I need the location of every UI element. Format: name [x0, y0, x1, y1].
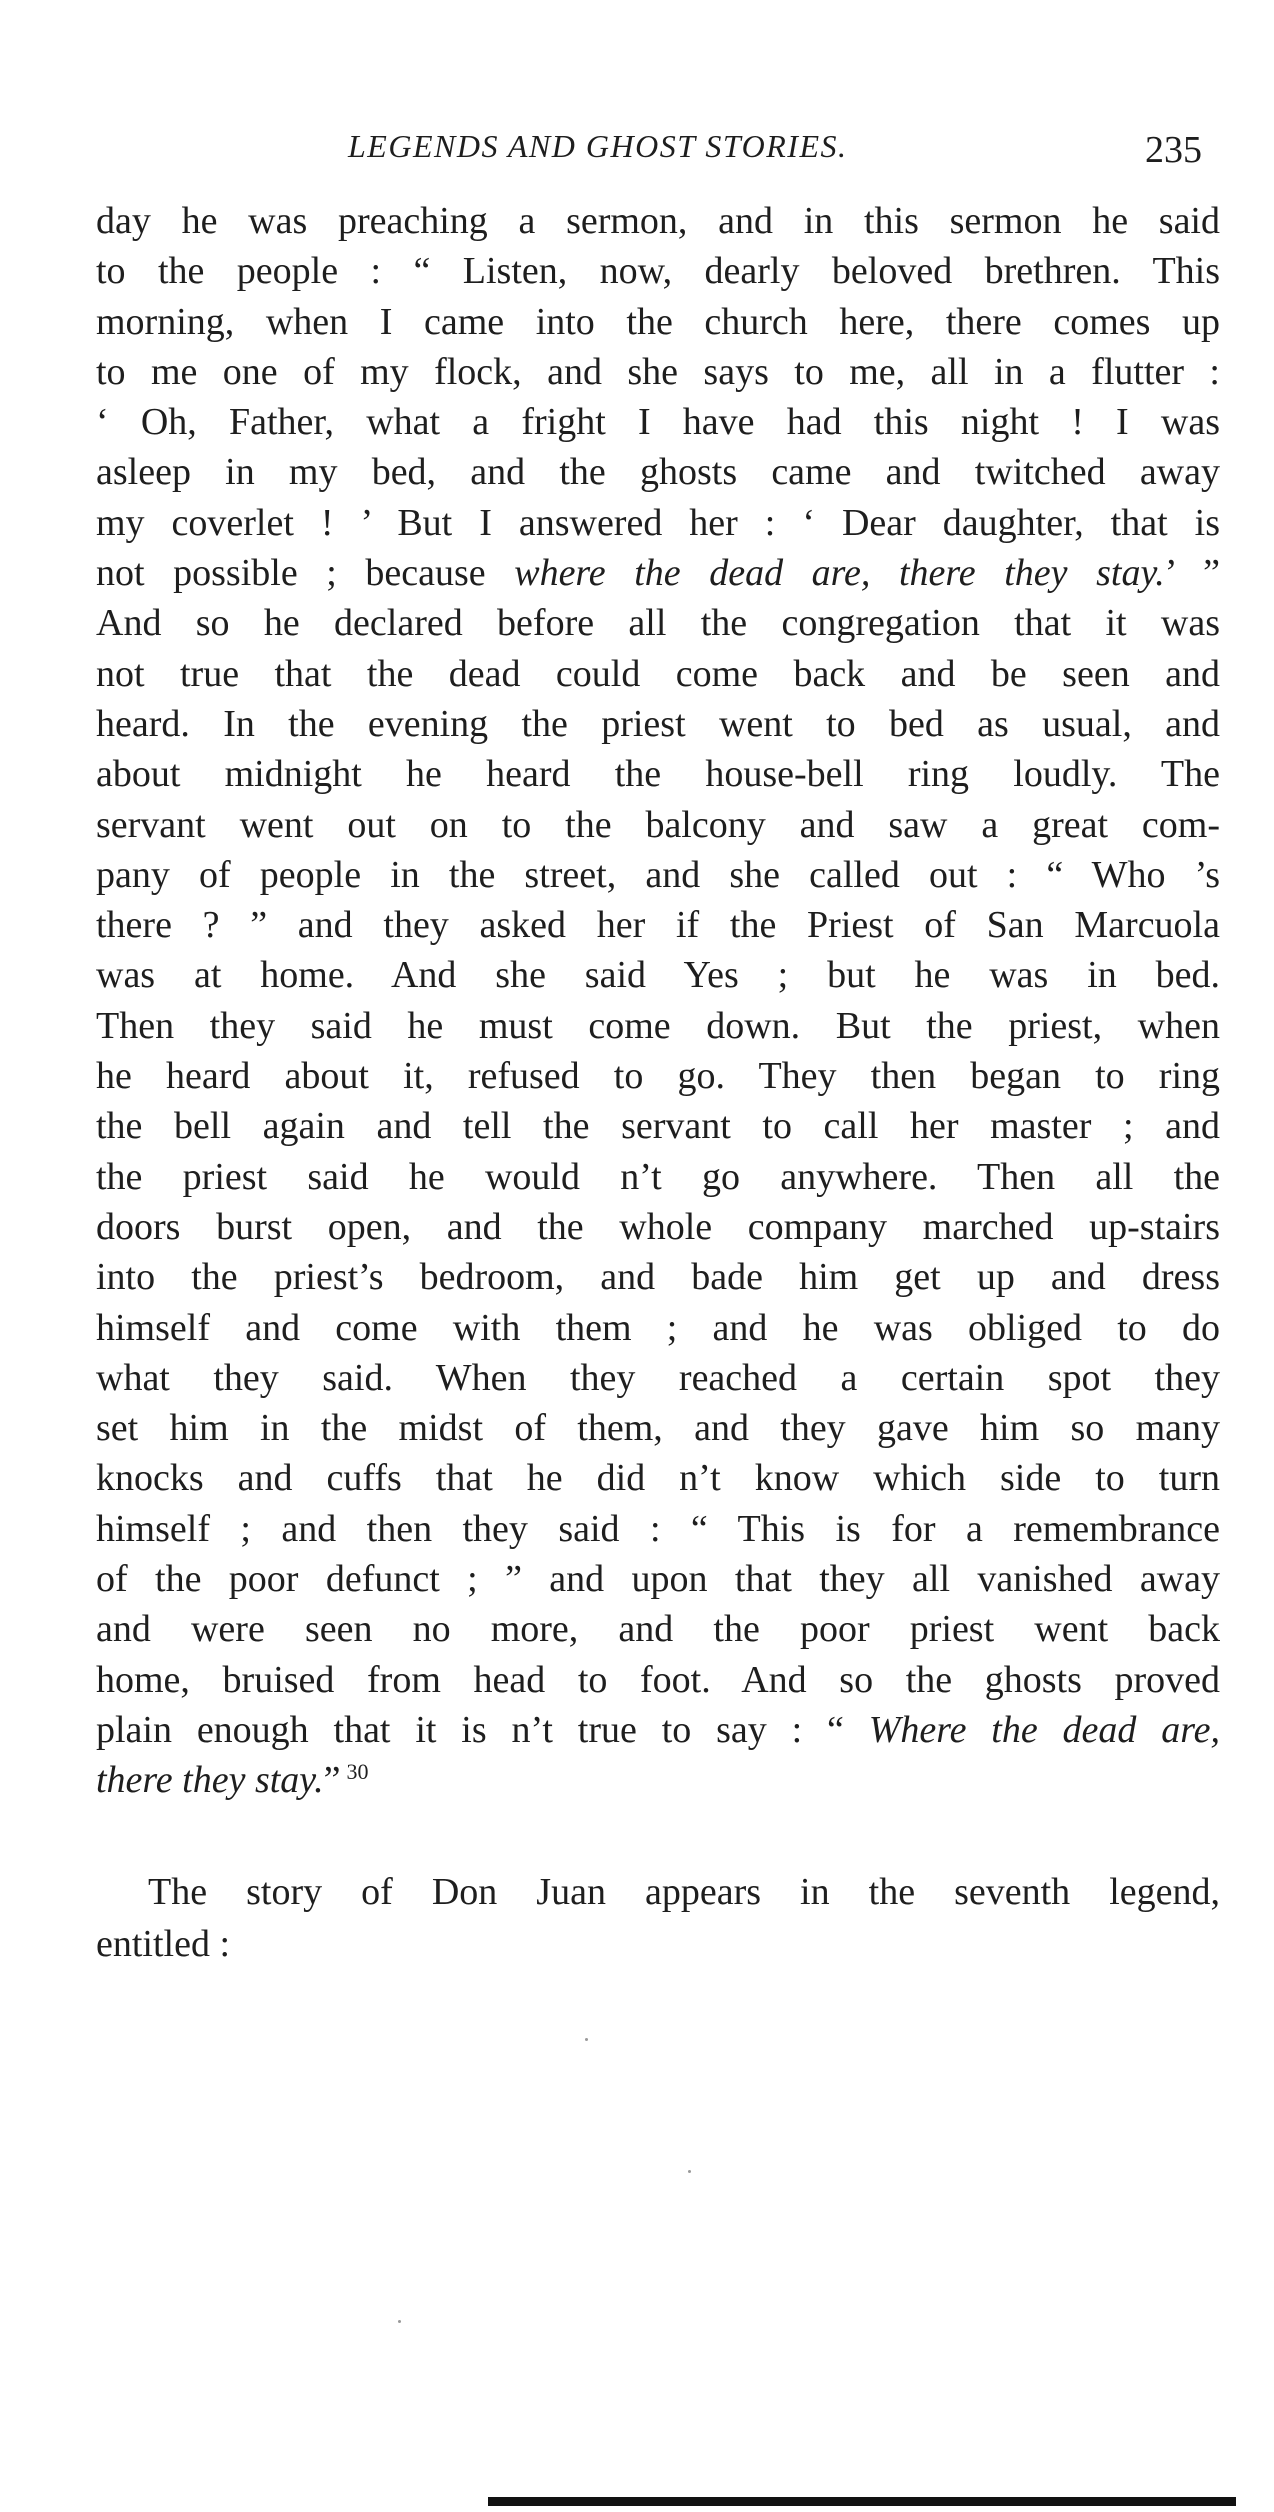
main-paragraph: [96, 196, 1220, 1806]
paper-speck: [585, 2038, 588, 2041]
bottom-rule: [488, 2497, 1236, 2506]
text-line: set him in the midst of them, and they gave him so many: [96, 1407, 1220, 1450]
text-line: there ? ” and they asked her if the Priest of San Marcuola: [96, 904, 1220, 947]
italic-quote: where the dead are, there they stay.: [514, 552, 1165, 595]
italic-quote: Where the dead are,: [868, 1708, 1220, 1751]
text-segment: plain enough that it is n’t true to say : “: [96, 1708, 844, 1751]
paper-speck: [688, 2170, 691, 2173]
text-line: [96, 1755, 1220, 1805]
text-line: doors burst open, and the whole company marched up-stairs: [96, 1205, 1220, 1248]
text-line: Then they said he must come down. But the priest, when: [96, 1004, 1220, 1047]
text-line: The story of Don Juan appears in the seventh legend,: [148, 1871, 1220, 1913]
text-line: he heard about it, refused to go. They then began to ring: [96, 1055, 1220, 1098]
text-line: my coverlet ! ’ But I answered her : ‘ Dear daughter, that is: [96, 501, 1220, 544]
page-number: 235: [1145, 129, 1202, 171]
text-line: morning, when I came into the church here, there comes up: [96, 300, 1220, 343]
footnote-reference: 30: [346, 1758, 369, 1784]
text-line: home, bruised from head to foot. And so the ghosts proved: [96, 1658, 1220, 1701]
text-line: heard. In the evening the priest went to bed as usual, and: [96, 702, 1220, 745]
text-line: [96, 548, 1220, 598]
text-segment: ’ ”: [1164, 552, 1220, 595]
don-juan-paragraph: [96, 1866, 1220, 1970]
text-line: was at home. And she said Yes ; but he was in bed.: [96, 954, 1220, 997]
paper-speck: [398, 2320, 401, 2323]
text-line: ‘ Oh, Father, what a fright I have had this night ! I was: [96, 401, 1220, 444]
text-line: not true that the dead could come back and be seen and: [96, 652, 1220, 695]
text-segment: ”: [323, 1759, 341, 1802]
text-line: and were seen no more, and the poor priest went back: [96, 1608, 1220, 1651]
text-line: servant went out on to the balcony and saw a great com-: [96, 803, 1220, 846]
text-line: asleep in my bed, and the ghosts came and twitched away: [96, 451, 1220, 494]
text-line: And so he declared before all the congregation that it was: [96, 602, 1220, 645]
text-line: about midnight he heard the house-bell ring loudly. The: [96, 753, 1220, 796]
text-line: entitled :: [96, 1923, 231, 1965]
text-line: to me one of my flock, and she says to me, all in a flutter :: [96, 350, 1220, 393]
text-line: [96, 1705, 1220, 1755]
text-line: himself ; and then they said : “ This is for a remembrance: [96, 1507, 1220, 1550]
italic-quote: there they stay.: [96, 1759, 324, 1802]
text-line: into the priest’s bedroom, and bade him get up and dress: [96, 1256, 1220, 1299]
text-line: knocks and cuffs that he did n’t know which side to turn: [96, 1457, 1220, 1500]
text-line: himself and come with them ; and he was obliged to do: [96, 1306, 1220, 1349]
text-line: of the poor defunct ; ” and upon that they all vanished away: [96, 1558, 1220, 1601]
text-line: the priest said he would n’t go anywhere. Then all the: [96, 1155, 1220, 1198]
text-line: to the people : “ Listen, now, dearly beloved brethren. This: [96, 250, 1220, 293]
text-segment: not possible ; because: [96, 552, 486, 595]
text-line: what they said. When they reached a certain spot they: [96, 1356, 1220, 1399]
text-line: pany of people in the street, and she called out : “ Who ’s: [96, 853, 1220, 896]
text-line: the bell again and tell the servant to call her master ; and: [96, 1105, 1220, 1148]
text-line: day he was preaching a sermon, and in this sermon he said: [96, 200, 1220, 242]
running-title: LEGENDS AND GHOST STORIES.: [348, 128, 848, 164]
running-header: [0, 128, 1274, 178]
